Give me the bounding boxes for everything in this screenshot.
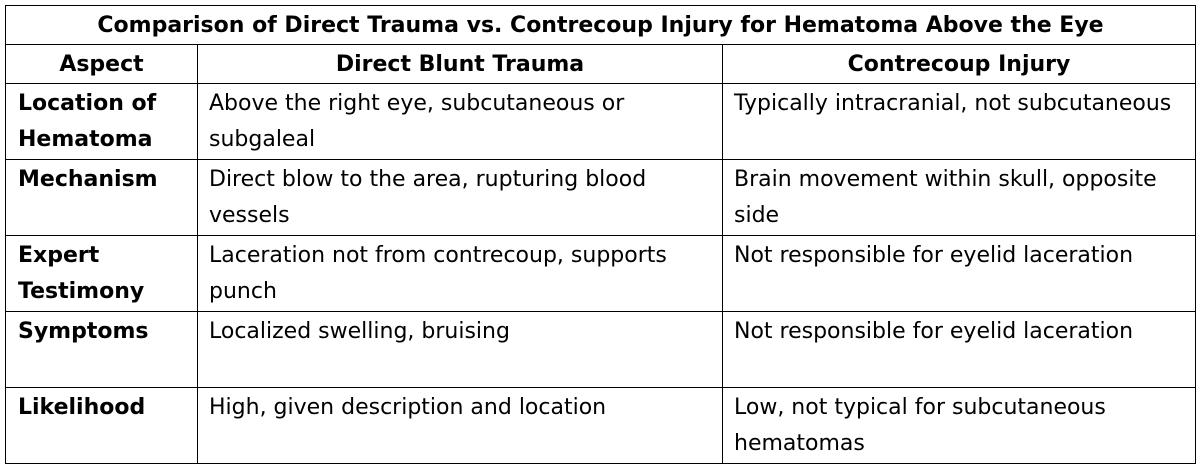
- row-direct-cell: High, given description and location: [198, 388, 723, 464]
- table-row: [6, 84, 1196, 160]
- row-contrecoup-cell: Not responsible for eyelid laceration: [723, 236, 1196, 312]
- row-aspect-cell: Symptoms: [6, 312, 198, 388]
- table-title: Comparison of Direct Trauma vs. Contrecoup Injury for Hematoma Above the Eye: [6, 6, 1196, 45]
- header-contrecoup-injury: Contrecoup Injury: [723, 45, 1196, 84]
- comparison-table: [5, 5, 1196, 464]
- header-direct-blunt-trauma: Direct Blunt Trauma: [198, 45, 723, 84]
- table-row: [6, 388, 1196, 464]
- row-aspect-cell: Likelihood: [6, 388, 198, 464]
- table-row: [6, 236, 1196, 312]
- row-aspect-cell: Location of Hematoma: [6, 84, 198, 160]
- row-direct-cell: Laceration not from contrecoup, supports punch: [198, 236, 723, 312]
- row-aspect-cell: Expert Testimony: [6, 236, 198, 312]
- title-row: [6, 6, 1196, 45]
- row-direct-cell: Direct blow to the area, rupturing blood vessels: [198, 160, 723, 236]
- row-contrecoup-cell: Brain movement within skull, opposite side: [723, 160, 1196, 236]
- header-aspect: Aspect: [6, 45, 198, 84]
- row-aspect-cell: Mechanism: [6, 160, 198, 236]
- header-row: [6, 45, 1196, 84]
- table-row: [6, 312, 1196, 388]
- row-contrecoup-cell: Typically intracranial, not subcutaneous: [723, 84, 1196, 160]
- row-contrecoup-cell: Low, not typical for subcutaneous hematomas: [723, 388, 1196, 464]
- row-direct-cell: Above the right eye, subcutaneous or subgaleal: [198, 84, 723, 160]
- row-direct-cell: Localized swelling, bruising: [198, 312, 723, 388]
- table-row: [6, 160, 1196, 236]
- row-contrecoup-cell: Not responsible for eyelid laceration: [723, 312, 1196, 388]
- comparison-table-container: [5, 5, 1195, 464]
